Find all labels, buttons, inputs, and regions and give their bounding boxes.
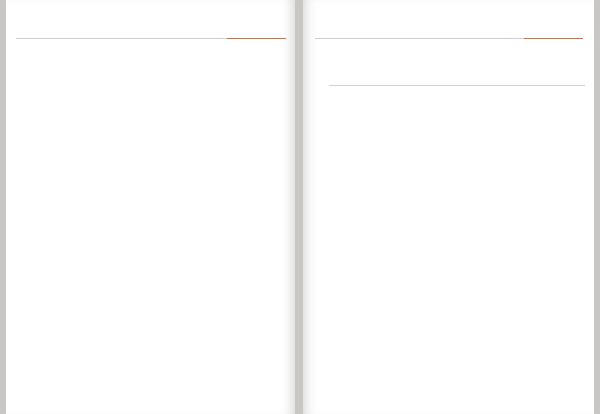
incoterms-table bbox=[315, 77, 585, 94]
header-accent-rule bbox=[227, 38, 286, 39]
header-accent-rule bbox=[524, 38, 583, 39]
right-page bbox=[303, 0, 594, 414]
table-section-heading bbox=[329, 77, 585, 85]
units-column-1 bbox=[16, 67, 138, 73]
table-section-heading bbox=[329, 85, 585, 94]
left-page bbox=[6, 0, 295, 414]
